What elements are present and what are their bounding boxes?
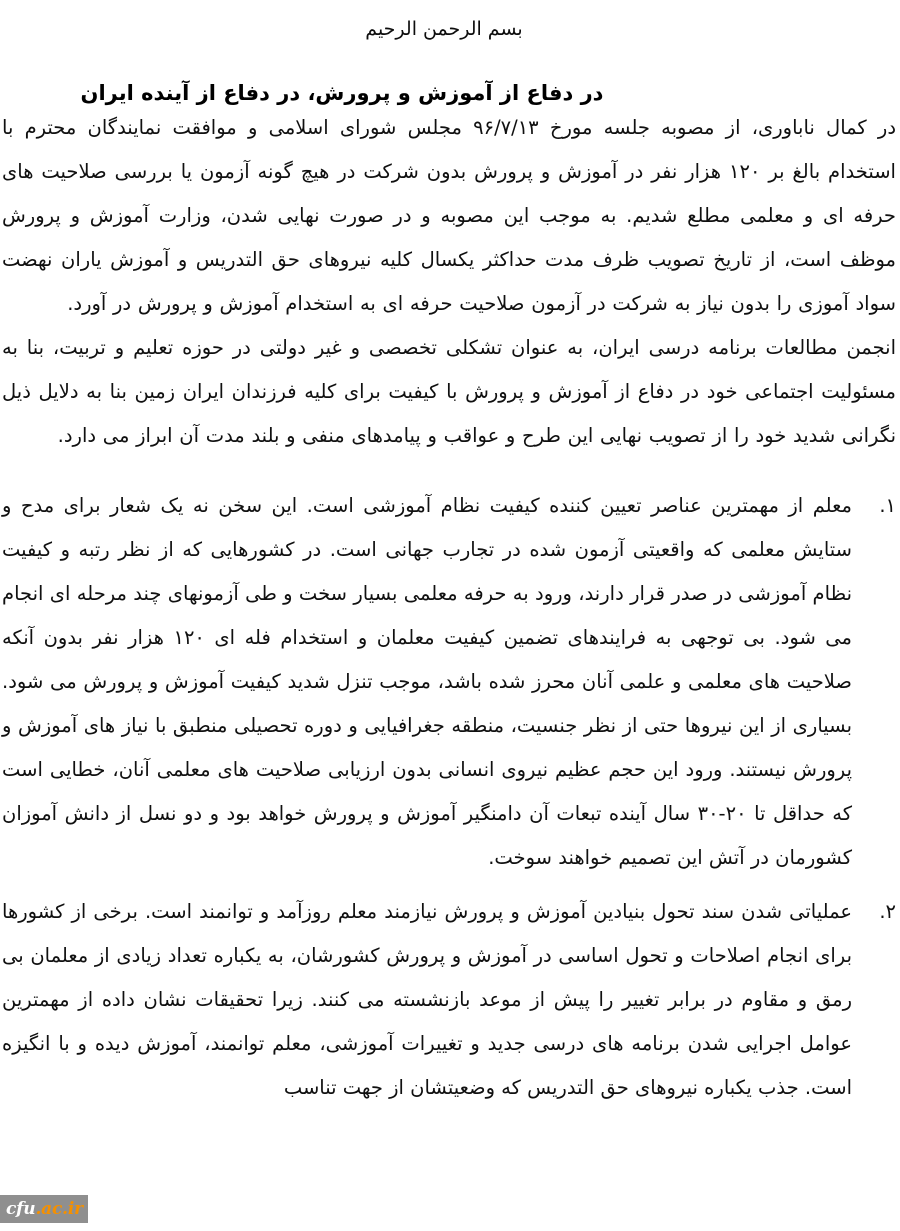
bismillah-heading: بسم الرحمن الرحیم [365, 18, 523, 40]
list-item-text: عملیاتی شدن سند تحول بنیادین آموزش و پرورش نیازمند معلم روزآمد و توانمند است. برخی از کشورها برای انجام اصلاحات و تحول اساسی در آموزش و پرورش کشورشان، به یکباره تعداد زیادی از معلمان بی رمق و مقاوم در برابر تغییر را پیش از موعد بازنشسته می کنند. زیرا تحقیقات نشان داده از مهمترین عوامل اجرایی شدن برنامه های درسی جدید و تغییرات آموزشی، معلم توانمند، آموزش دیده و با انگیزه است. جذب یکباره نیروهای حق التدریس که وضعیتشان از جهت تناسب [2, 900, 852, 1100]
watermark-secondary-text: .ac.ir [35, 1199, 83, 1219]
list-item [2, 890, 896, 1110]
site-watermark [0, 1195, 88, 1223]
list-item-text: معلم از مهمترین عناصر تعیین کننده کیفیت نظام آموزشی است. این سخن نه یک شعار برای مدح و ستایش معلمی که واقعیتی آزمون شده در تجارب جهانی است. در کشورهایی که از نظر رتبه و کیفیت نظام آموزشی در صدر قرار دارند، ورود به حرفه معلمی بسیار سخت و طی آزمونهای چند مرحله ای انجام می شود. بی توجهی به فرایندهای تضمین کیفیت معلمان و استخدام فله ای ۱۲۰ هزار نفر بدون آنکه صلاحیت های معلمی و علمی آنان محرز شده باشد، موجب تنزل شدید کیفیت آموزش و پرورش می شود. بسیاری از این نیروها حتی از نظر جنسیت، منطقه جغرافیایی و دوره تحصیلی منطبق با نیاز های آموزش و پرورش نیستند. ورود این حجم عظیم نیروی انسانی بدون ارزیابی صلاحیت های معلمی آنان، خطایی است که حداقل تا ۲۰-۳۰ سال آینده تبعات آن دامنگیر آموزش و پرورش خواهد بود و دو نسل از دانش آموزان کشورمان در آتش این تصمیم خواهند سوخت. [2, 494, 853, 870]
numbered-list [2, 484, 896, 1110]
page-title: در دفاع از آموزش و پرورش، در دفاع از آینده ایران [80, 81, 604, 105]
paragraph-2: انجمن مطالعات برنامه درسی ایران، به عنوان تشکلی تخصصی و غیر دولتی در حوزه تعلیم و تربیت، بنا به مسئولیت اجتماعی خود در دفاع از آموزش و پرورش با کیفیت برای کلیه فرزندان ایران زمین بنا به دلایل ذیل نگرانی شدید خود را از تصویب نهایی این طرح و عواقب و پیامدهای منفی و بلند مدت آن ابراز می دارد. [2, 336, 896, 448]
list-item [2, 484, 896, 880]
list-item-marker: ۲. [879, 900, 896, 924]
paragraph-1: در کمال ناباوری، از مصوبه جلسه مورخ ۹۶/۷/۱۳ مجلس شورای اسلامی و موافقت نمایندگان محترم با استخدام بالغ بر ۱۲۰ هزار نفر در آموزش و پرورش بدون شرکت در هیچ گونه آزمون یا بررسی صلاحیت های حرفه ای و معلمی مطلع شدیم. به موجب این مصوبه و در صورت نهایی شدن، وزارت آموزش و پرورش موظف است، از تاریخ تصویب ظرف مدت حداکثر یکسال کلیه نیروهای حق التدریس و آموزش یاران نهضت سواد آموزی را بدون نیاز به شرکت در آزمون صلاحیت حرفه ای به استخدام آموزش و پرورش در آورد. [2, 116, 897, 316]
watermark-primary-text: cfu [6, 1199, 36, 1219]
list-item-marker: ۱. [879, 494, 896, 518]
